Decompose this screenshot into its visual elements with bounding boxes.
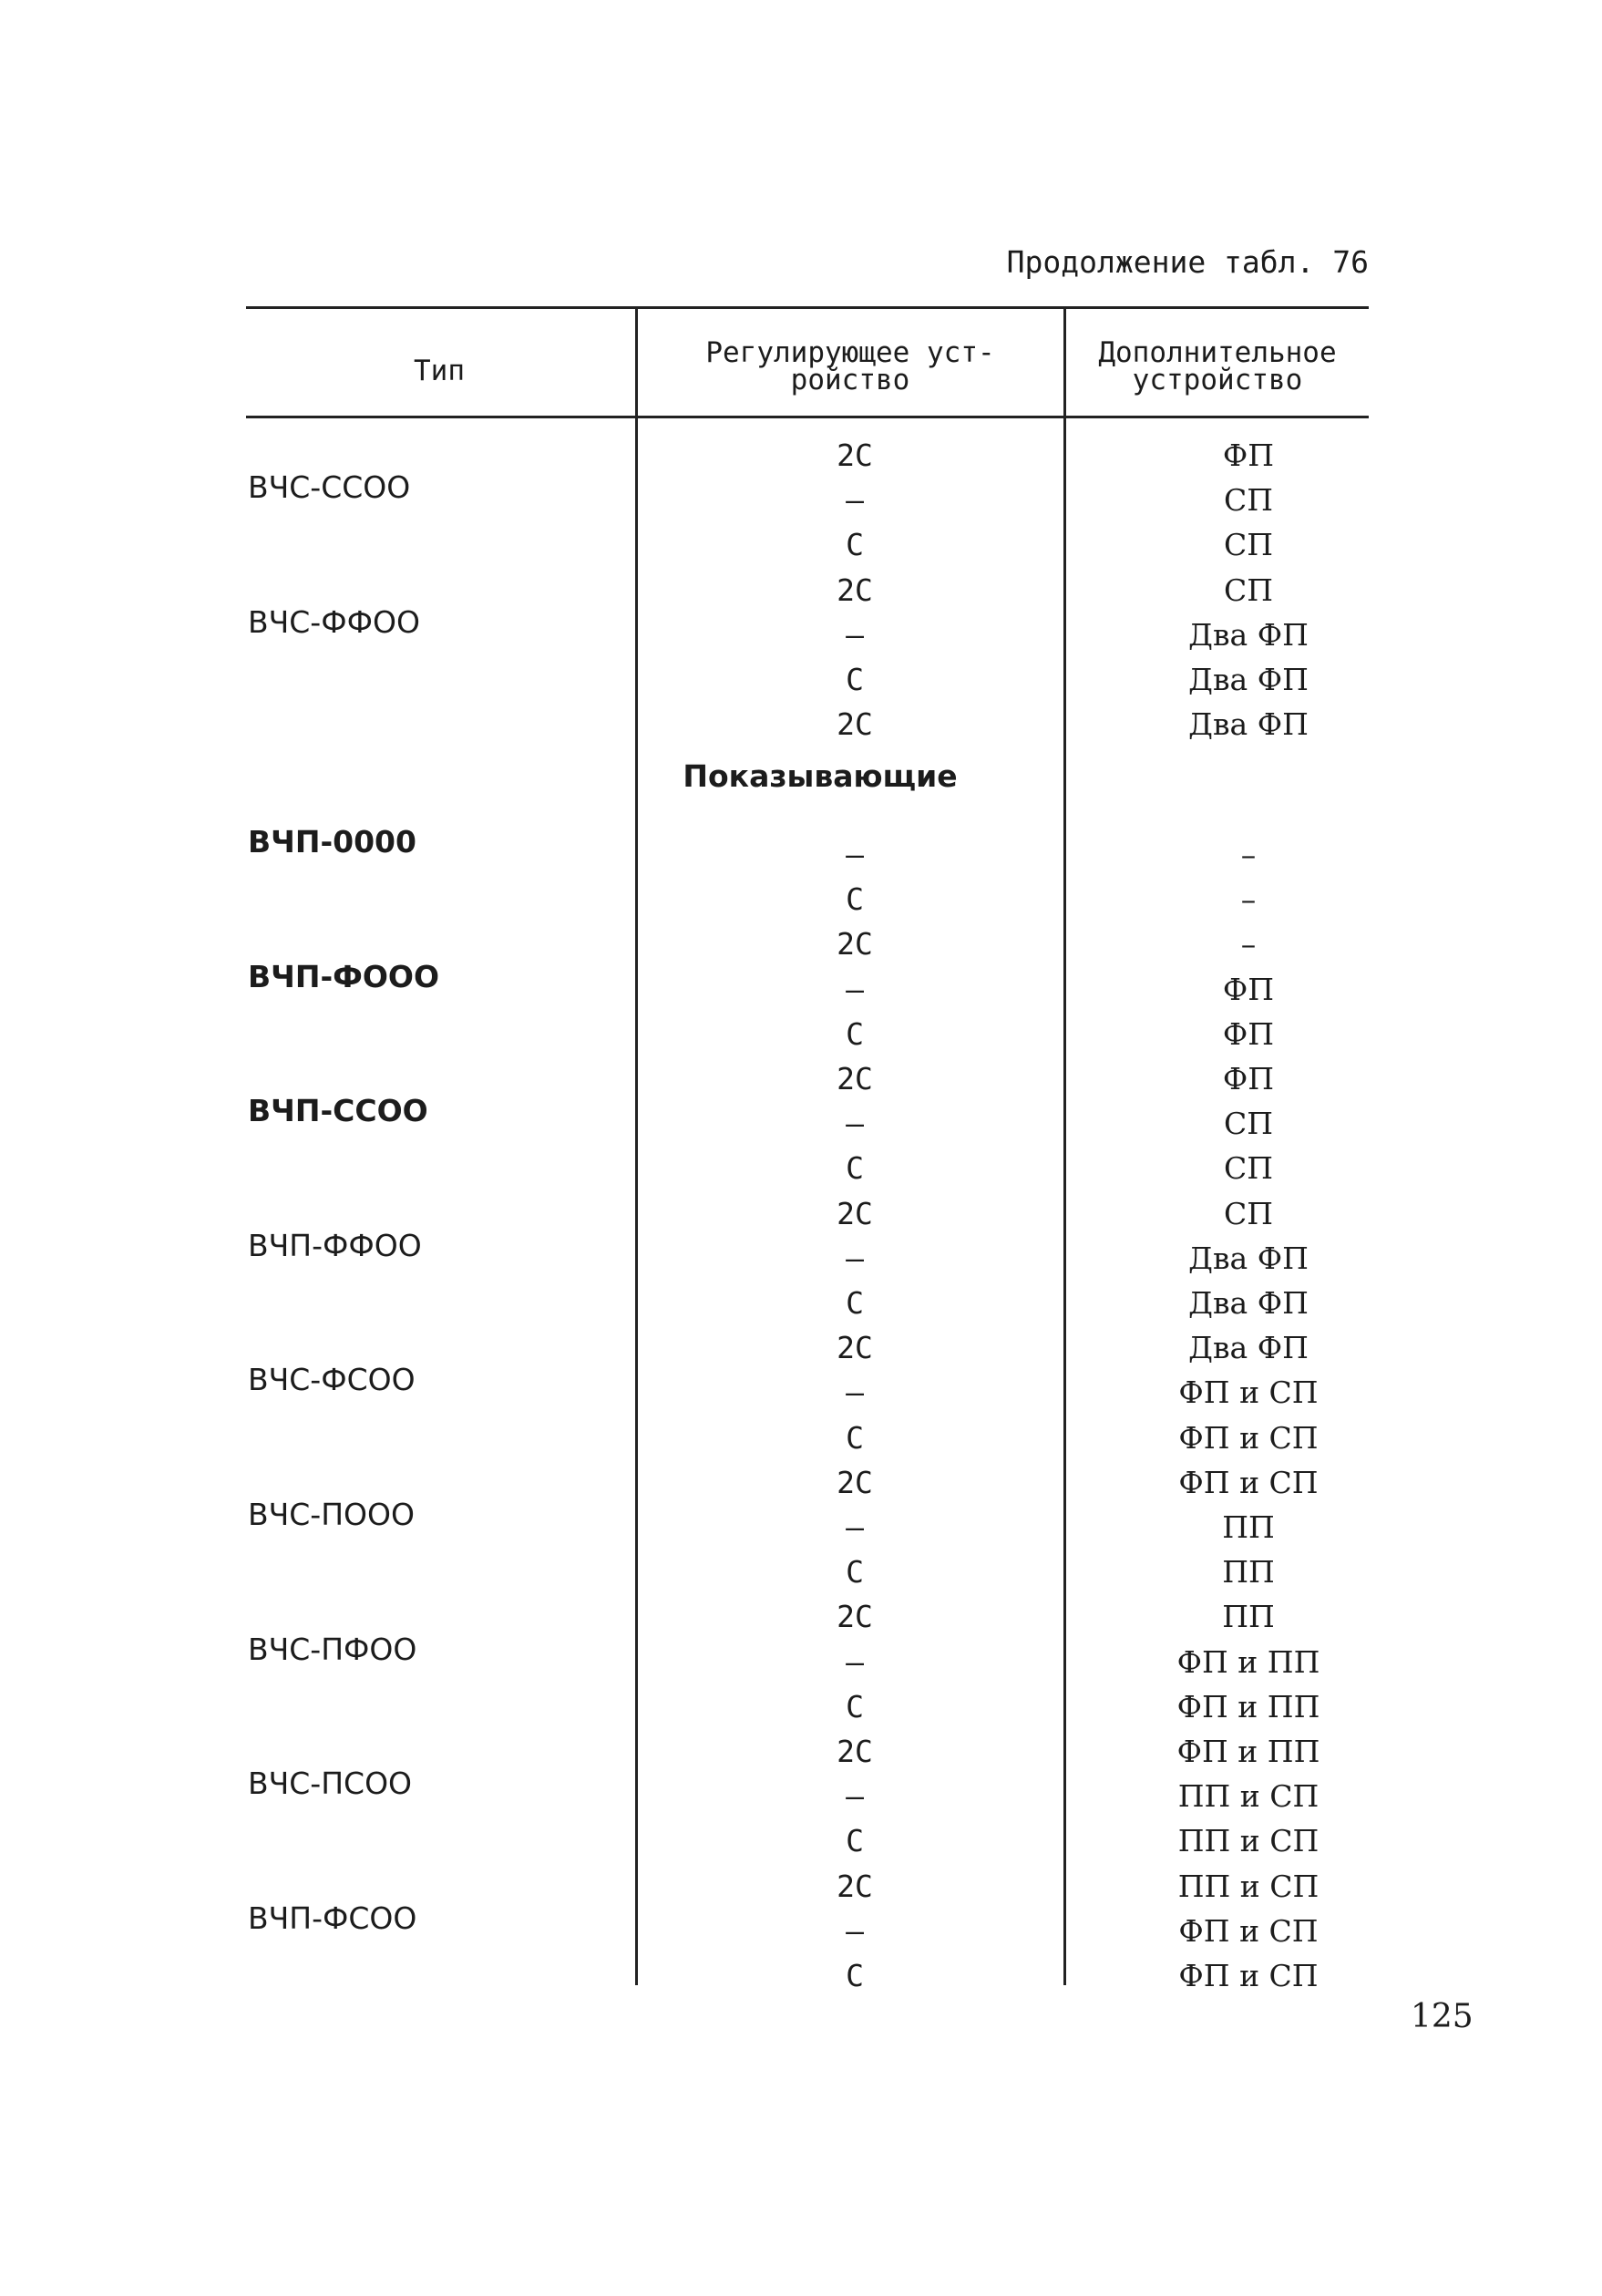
table-header-rule [246, 416, 1369, 418]
header-regulating [638, 336, 1063, 396]
regulating-cell: 2С [837, 571, 873, 608]
header-type-label: Тип [414, 355, 465, 387]
regulating-cell: – [846, 837, 864, 872]
table-caption: Продолжение табл. 76 [1006, 244, 1369, 280]
additional-cell: – [1240, 881, 1257, 918]
additional-cell: Два ФП [1188, 706, 1309, 743]
regulating-cell: 2С [837, 706, 873, 743]
regulating-cell: 2С [837, 1868, 873, 1904]
table-top-rule [246, 306, 1369, 309]
type-label: ВЧС-ФФОО [248, 603, 420, 640]
additional-cell: Два ФП [1188, 1285, 1309, 1321]
header-regulating-line-1: Регулирующее уст- [705, 336, 995, 369]
regulating-cell: – [846, 971, 864, 1007]
additional-cell: ФП [1222, 1061, 1275, 1097]
header-additional-line-1: Дополнительное [1098, 336, 1337, 369]
additional-cell: ФП и СП [1178, 1375, 1319, 1411]
additional-cell: ФП и СП [1178, 1912, 1319, 1949]
additional-cell: СП [1223, 571, 1274, 608]
additional-cell: СП [1223, 527, 1274, 563]
regulating-cell: С [846, 662, 864, 697]
regulating-cell: 2С [837, 1734, 873, 1769]
type-label: ВЧП-ФСОО [248, 1900, 417, 1936]
type-label: ВЧС-ПООО [248, 1497, 415, 1532]
regulating-cell: – [846, 616, 864, 653]
additional-cell: СП [1223, 482, 1274, 519]
regulating-cell: С [846, 1958, 864, 1993]
regulating-cell: – [846, 1375, 864, 1411]
additional-cell: Два ФП [1188, 662, 1309, 697]
regulating-cell: 2С [837, 1330, 873, 1366]
additional-cell: ФП [1222, 1015, 1275, 1052]
type-label: ВЧП-ФООО [248, 958, 440, 994]
regulating-cell: С [846, 1150, 864, 1187]
regulating-cell: – [846, 1106, 864, 1142]
additional-cell: ПП и СП [1177, 1823, 1320, 1859]
additional-cell: СП [1223, 1150, 1274, 1187]
additional-cell: ФП и СП [1178, 1464, 1319, 1500]
column-divider-left [635, 308, 638, 1985]
additional-cell: ПП и СП [1177, 1778, 1320, 1815]
additional-cell: Два ФП [1188, 616, 1309, 653]
additional-cell: ФП и ПП [1176, 1734, 1320, 1769]
additional-cell: ФП и ПП [1176, 1643, 1320, 1680]
type-label: ВЧП-ССОО [248, 1093, 428, 1129]
additional-cell: ПП [1222, 1599, 1275, 1635]
regulating-cell: С [846, 881, 864, 918]
header-type [248, 357, 631, 385]
header-regulating-line-2: ройство [790, 364, 910, 396]
regulating-cell: 2С [837, 438, 873, 473]
regulating-cell: С [846, 1554, 864, 1591]
type-label: ВЧС-ПФОО [248, 1631, 417, 1667]
page-number: 125 [1411, 1998, 1474, 2035]
additional-cell: ФП и СП [1178, 1958, 1319, 1993]
regulating-cell: – [846, 1240, 864, 1276]
additional-cell: Два ФП [1188, 1240, 1309, 1276]
header-additional-line-2: устройство [1132, 364, 1303, 396]
type-label: ВЧП-ФФОО [248, 1227, 422, 1263]
regulating-cell: 2С [837, 1195, 873, 1231]
header-additional [1066, 336, 1369, 396]
regulating-cell: 2С [837, 1061, 873, 1097]
regulating-cell: С [846, 527, 864, 563]
regulating-cell: С [846, 1285, 864, 1321]
regulating-cell: – [846, 1643, 864, 1680]
column-divider-right [1063, 308, 1066, 1985]
regulating-cell: – [846, 1509, 864, 1545]
additional-cell: ПП и СП [1177, 1868, 1320, 1904]
additional-cell: – [1240, 926, 1257, 963]
additional-cell: ФП [1222, 971, 1275, 1007]
additional-cell: ПП [1222, 1554, 1275, 1591]
regulating-cell: – [846, 482, 864, 519]
additional-cell: ПП [1222, 1509, 1275, 1545]
regulating-cell: С [846, 1419, 864, 1456]
additional-cell: Два ФП [1188, 1330, 1309, 1366]
additional-cell: СП [1223, 1106, 1274, 1142]
regulating-cell: 2С [837, 1464, 873, 1500]
type-label: ВЧС-ПСОО [248, 1766, 413, 1802]
type-label: ВЧП-0000 [248, 824, 416, 860]
type-label: ВЧС-ФСОО [248, 1362, 416, 1398]
type-label: ВЧС-ССОО [248, 469, 411, 506]
additional-cell: СП [1223, 1195, 1274, 1231]
regulating-cell: 2С [837, 1599, 873, 1635]
regulating-cell: С [846, 1688, 864, 1725]
additional-cell: ФП [1222, 438, 1275, 473]
regulating-cell: – [846, 1912, 864, 1949]
additional-cell: – [1240, 837, 1257, 872]
regulating-cell: – [846, 1778, 864, 1815]
additional-cell: ФП и ПП [1176, 1688, 1320, 1725]
additional-cell: ФП и СП [1178, 1419, 1319, 1456]
regulating-cell: С [846, 1823, 864, 1859]
group-label: Показывающие [683, 758, 958, 794]
regulating-cell: 2С [837, 926, 873, 963]
regulating-cell: С [846, 1015, 864, 1052]
